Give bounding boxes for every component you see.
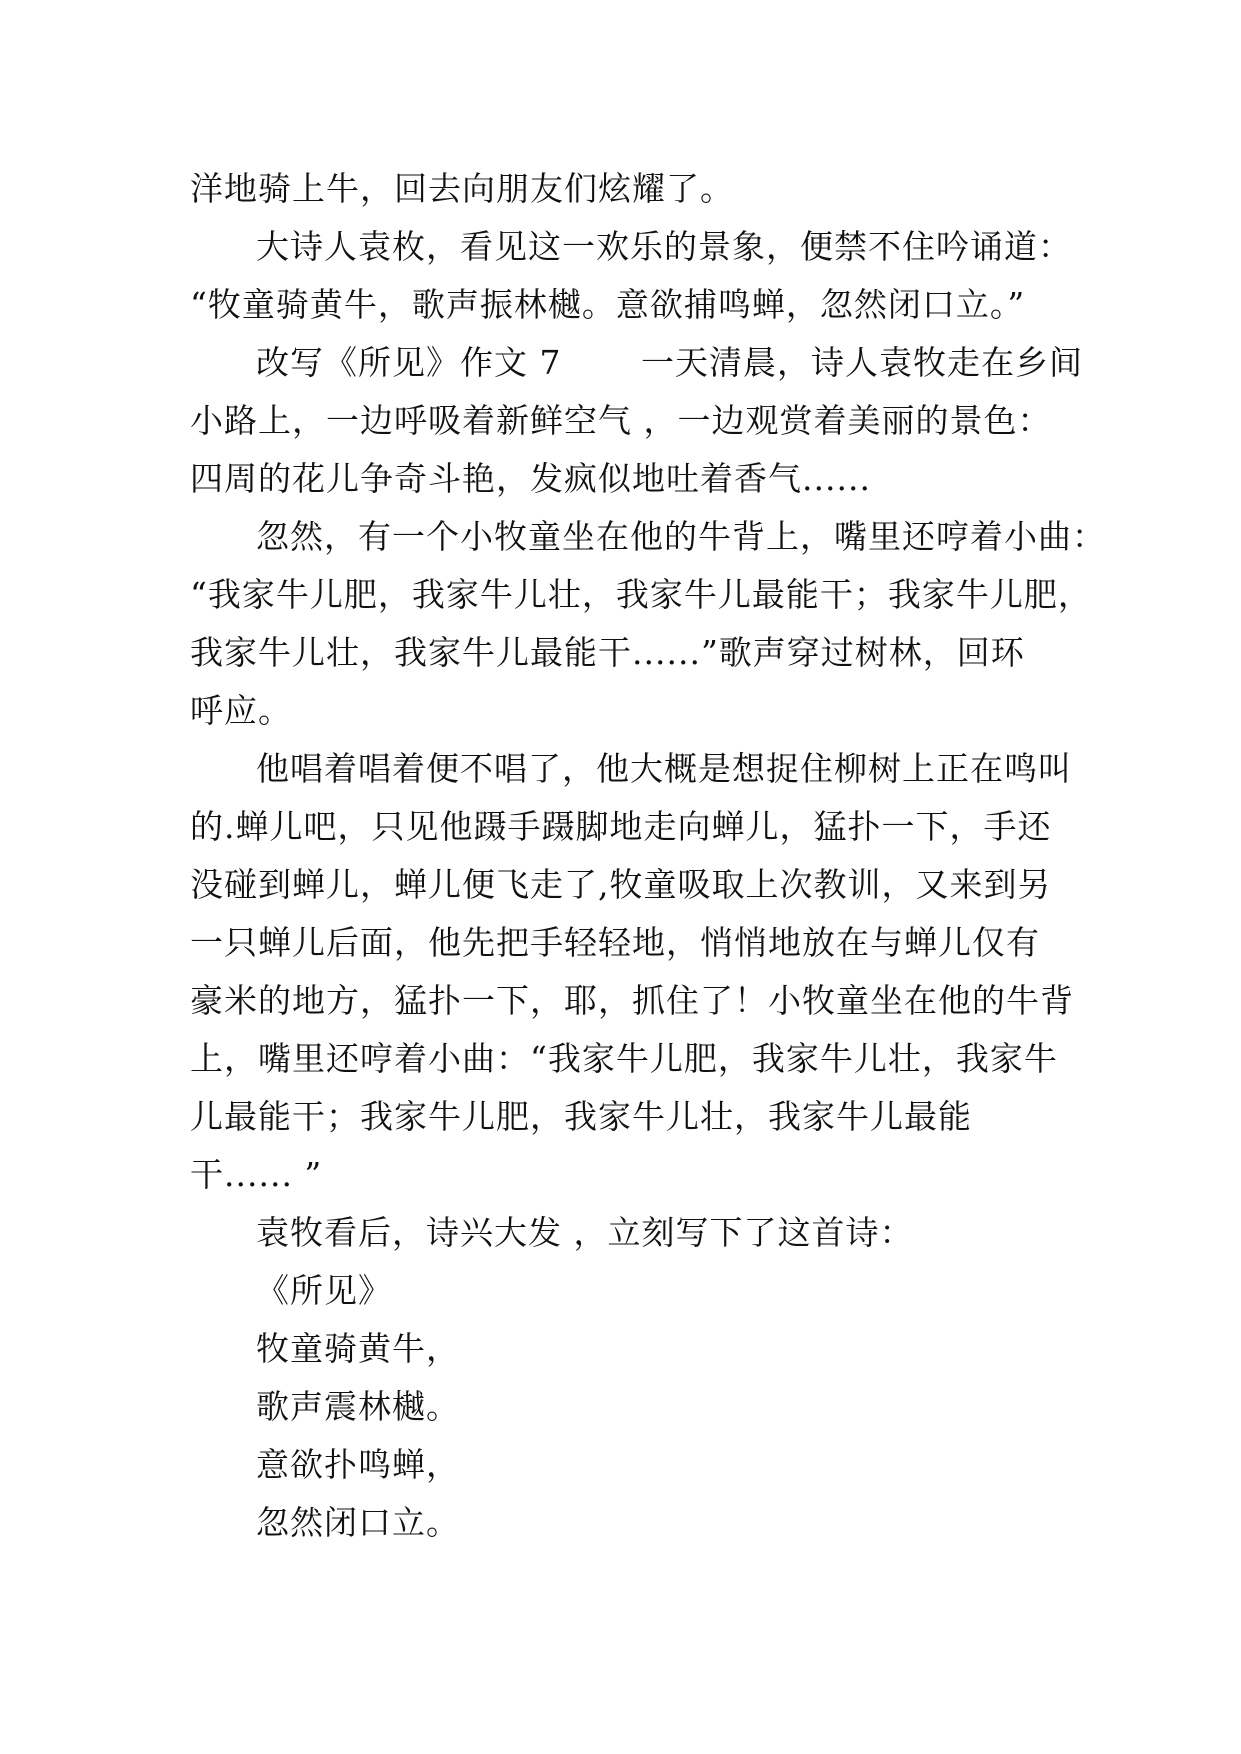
text-line: 改写《所见》作文 7 一天清晨，诗人袁牧走在乡间 [256, 343, 1083, 382]
text-line: “牧童骑黄牛，歌声振林樾。意欲捕鸣蝉，忽然闭口立。” [190, 285, 1026, 324]
poem-line: 意欲扑鸣蝉， [256, 1445, 460, 1484]
text-line: 干...... ” [190, 1155, 323, 1194]
text-line: 忽然，有一个小牧童坐在他的牛背上，嘴里还哼着小曲： [256, 517, 1106, 556]
text-line: 他唱着唱着便不唱了，他大概是想捉住柳树上正在鸣叫 [256, 749, 1072, 788]
text-line: “我家牛儿肥，我家牛儿壮，我家牛儿最能干；我家牛儿肥， [190, 575, 1092, 614]
text-line: 袁牧看后，诗兴大发 ，立刻写下了这首诗： [256, 1213, 914, 1252]
text-line: 儿最能干；我家牛儿肥，我家牛儿壮，我家牛儿最能 [190, 1097, 972, 1136]
text-line: 大诗人袁枚，看见这一欢乐的景象，便禁不住吟诵道： [256, 227, 1072, 266]
text-line: 上，嘴里还哼着小曲：“我家牛儿肥，我家牛儿壮，我家牛 [190, 1039, 1058, 1078]
text-line: 没碰到蝉儿，蝉儿便飞走了,牧童吸取上次教训，又来到另 [190, 865, 1052, 904]
document-body [190, 160, 1106, 1552]
text-line: 豪米的地方，猛扑一下，耶，抓住了！小牧童坐在他的牛背 [190, 981, 1074, 1020]
text-line: 呼应。 [190, 691, 292, 730]
text-line: 洋地骑上牛，回去向朋友们炫耀了。 [190, 169, 734, 208]
text-line: 我家牛儿壮，我家牛儿最能干......”歌声穿过树林，回环 [190, 633, 1025, 672]
poem-line: 歌声震林樾。 [256, 1387, 460, 1426]
text-line: 小路上，一边呼吸着新鲜空气 ，一边观赏着美丽的景色： [190, 401, 1052, 440]
poem-line: 牧童骑黄牛， [256, 1329, 460, 1368]
text-line: 一只蝉儿后面，他先把手轻轻地，悄悄地放在与蝉儿仅有 [190, 923, 1040, 962]
poem-line: 忽然闭口立。 [256, 1503, 460, 1542]
poem-title: 《所见》 [256, 1271, 392, 1310]
text-line: 的.蝉儿吧，只见他蹑手蹑脚地走向蝉儿，猛扑一下，手还 [190, 807, 1052, 846]
text-line: 四周的花儿争奇斗艳，发疯似地吐着香气...... [190, 459, 871, 498]
